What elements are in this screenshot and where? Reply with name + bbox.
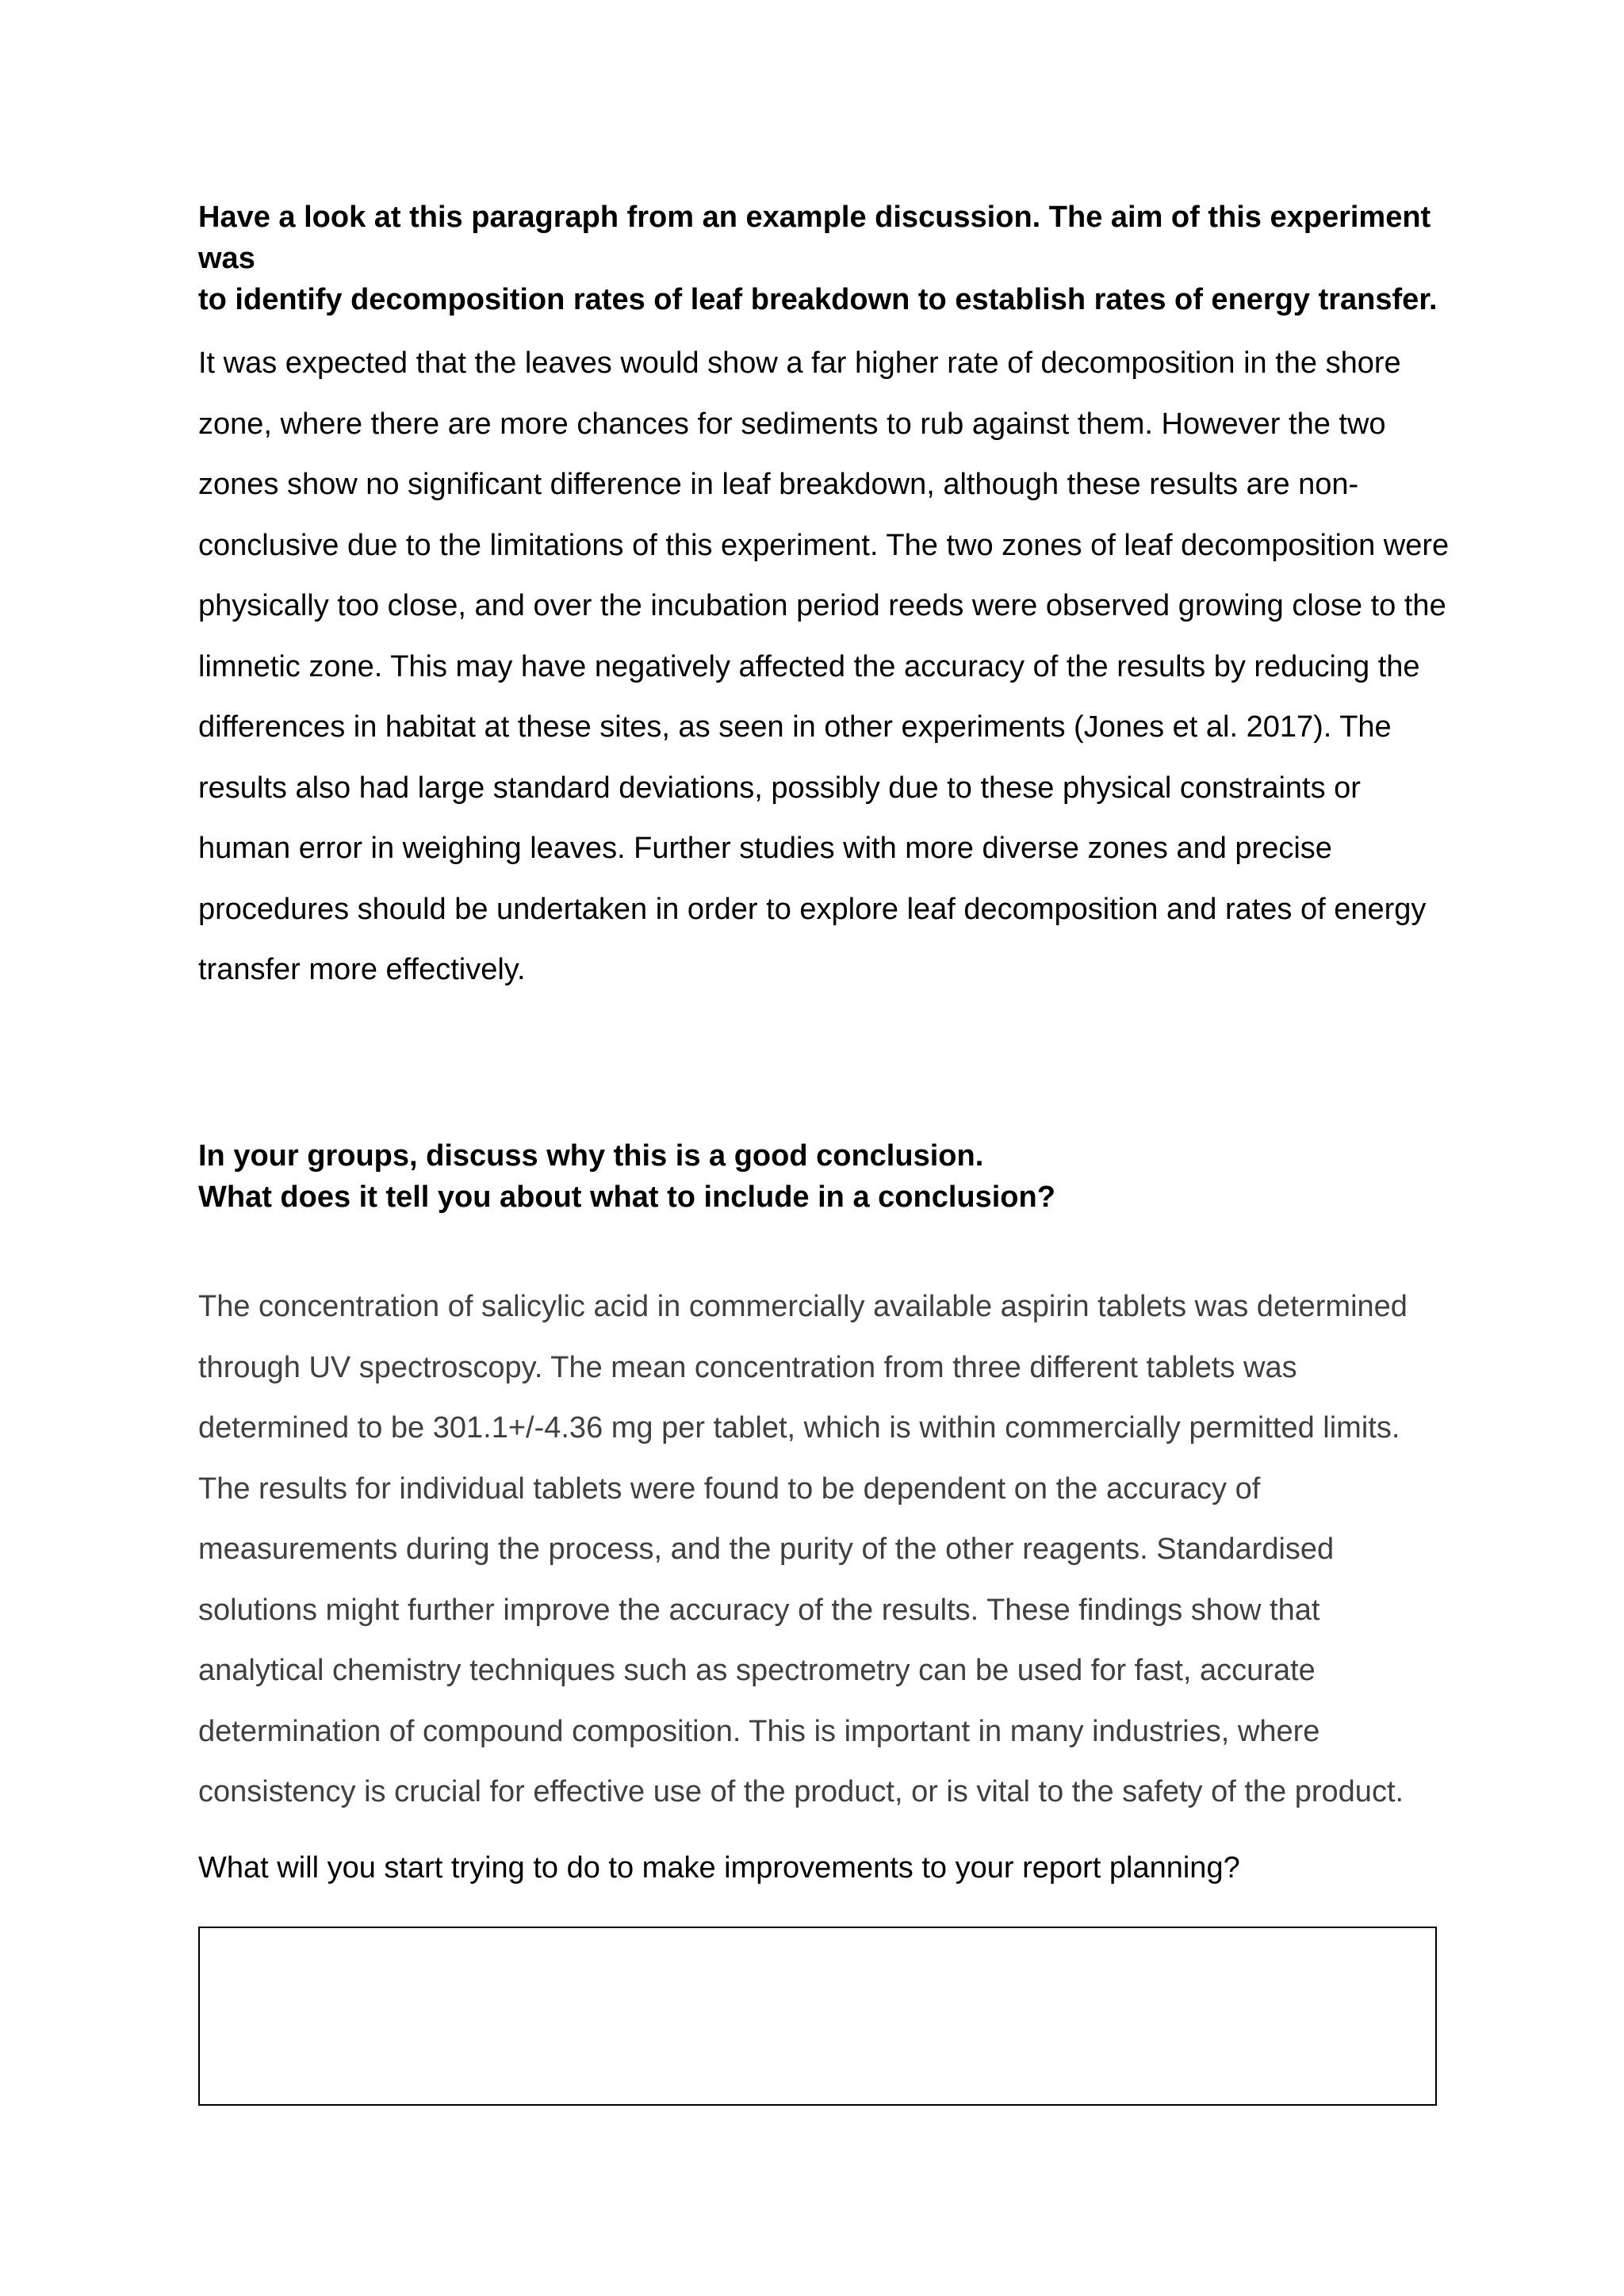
question-line-2: What does it tell you about what to include in a conclusion? (198, 1181, 1055, 1214)
answer-text-box[interactable] (198, 1927, 1437, 2106)
intro-heading (198, 197, 1451, 320)
example-conclusion-paragraph: The concentration of salicylic acid in commercially available aspirin tablets was determined through UV spectroscopy. The mean concentration from three different tablets was determined to be 301.1+/-4.36 mg per tablet, which is within commercially permitted limits. The results for individual tablets were found to be dependent on the accuracy of measurements during the process, and the purity of the other reagents. Standardised solutions might further improve the accuracy of the results. These findings show that analytical chemistry techniques such as spectrometry can be used for fast, accurate determination of compound composition. This is important in many industries, where consistency is crucial for effective use of the product, or is vital to the safety of the product. (198, 1290, 1408, 1808)
intro-line-2: to identify decomposition rates of leaf breakdown to establish rates of energy transfer. (198, 283, 1438, 316)
example-discussion-paragraph: It was expected that the leaves would show a far higher rate of decomposition in the shore zone, where there are more chances for sediments to rub against them. However the two zones show no significant difference in leaf breakdown, although these results are non-conclusive due to the limitations of this experiment. The two zones of leaf decomposition were physically too close, and over the incubation period reeds were observed growing close to the limnetic zone. This may have negatively affected the accuracy of the results by reducing the differences in habitat at these sites, as seen in other experiments (Jones et al. 2017). The results also had large standard deviations, possibly due to these physical constraints or human error in weighing leaves. Further studies with more diverse zones and precise procedures should be undertaken in order to explore leaf decomposition and rates of energy transfer more effectively. (198, 346, 1450, 986)
intro-line-1: Have a look at this paragraph from an example discussion. The aim of this experiment was (198, 201, 1431, 275)
question-line-1: In your groups, discuss why this is a good conclusion. (198, 1139, 984, 1173)
improvement-prompt: What will you start trying to do to make improvements to your report planning? (198, 1851, 1240, 1885)
group-discussion-questions (198, 1135, 1451, 1218)
